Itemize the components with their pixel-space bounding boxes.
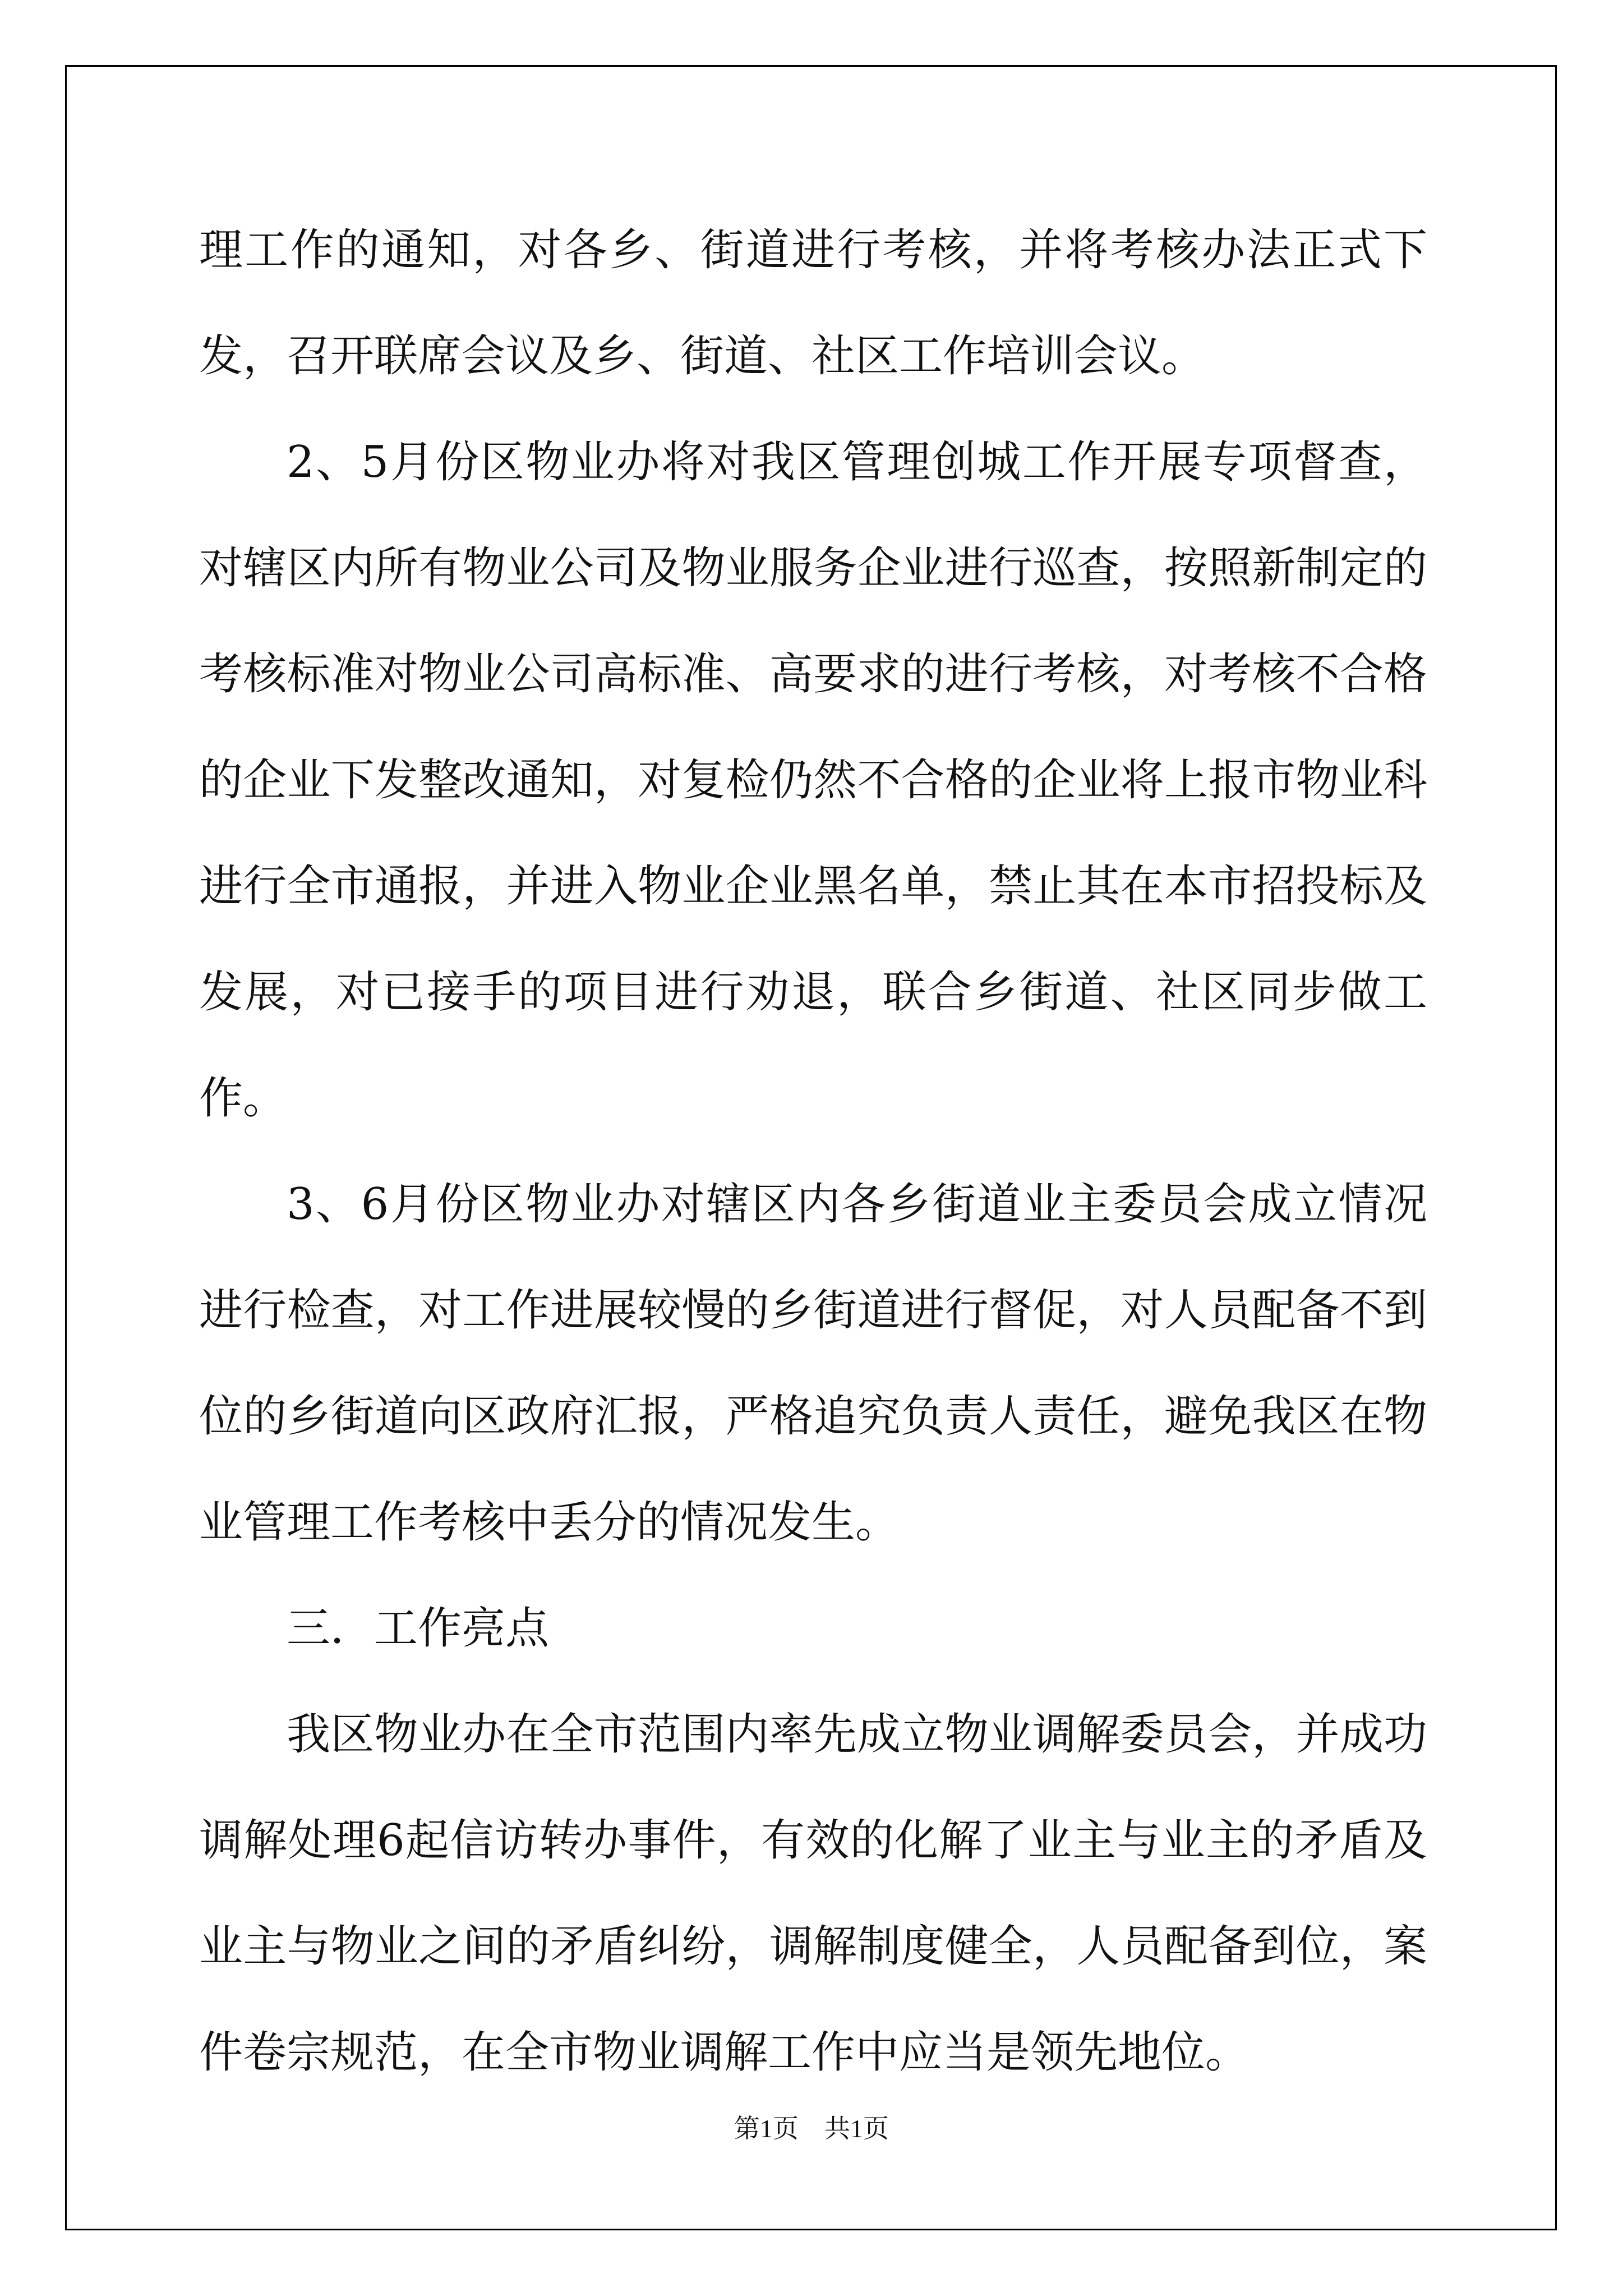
page-number-footer: 第1页 共1页 bbox=[734, 2114, 889, 2143]
document-body bbox=[199, 197, 1427, 2106]
paragraph-continuation: 理工作的通知，对各乡、街道进行考核，并将考核办法正式下发，召开联席会议及乡、街道、社区工作培训会议。 bbox=[199, 225, 1427, 381]
paragraph-item-3: 3、6月份区物业办对辖区内各乡街道业主委员会成立情况进行检查，对工作进展较慢的乡街道进行督促，对人员配备不到位的乡街道向区政府汇报，严格追究负责人责任，避免我区在物业管理工作考核中丢分的情况发生。 bbox=[199, 1179, 1427, 1548]
paragraph-item-2: 2、5月份区物业办将对我区管理创城工作开展专项督查，对辖区内所有物业公司及物业服务企业进行巡查，按照新制定的考核标准对物业公司高标准、高要求的进行考核，对考核不合格的企业下发整改通知，对复检仍然不合格的企业将上报市物业科进行全市通报，并进入物业企业黑名单，禁止其在本市招投标及发展，对已接手的项目进行劝退，联合乡街道、社区同步做工作。 bbox=[199, 437, 1427, 1124]
section-heading: 三．工作亮点 bbox=[287, 1603, 550, 1654]
paragraph-highlight: 我区物业办在全市范围内率先成立物业调解委员会，并成功调解处理6起信访转办事件，有效的化解了业主与业主的矛盾及业主与物业之间的矛盾纠纷，调解制度健全，人员配备到位，案件卷宗规范，在全市物业调解工作中应当是领先地位。 bbox=[199, 1709, 1427, 2078]
